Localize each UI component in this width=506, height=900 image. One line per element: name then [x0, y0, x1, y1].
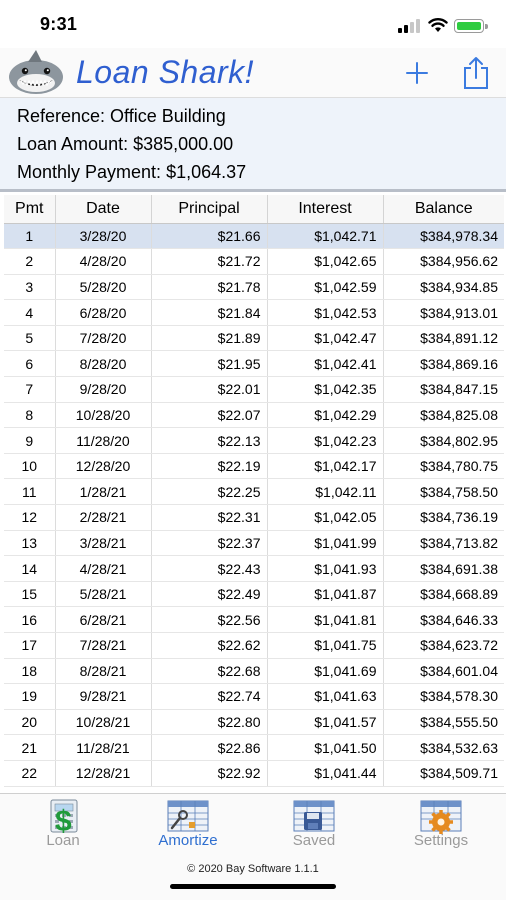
principal-cell: $22.62 [151, 633, 267, 659]
column-header-date: Date [55, 195, 151, 223]
interest-cell: $1,041.50 [267, 735, 383, 761]
balance-cell: $384,802.95 [383, 428, 504, 454]
date-cell: 3/28/20 [55, 223, 151, 249]
pmt-cell: 21 [4, 735, 55, 761]
date-cell: 7/28/20 [55, 325, 151, 351]
table-row[interactable] [4, 607, 504, 633]
interest-cell: $1,042.11 [267, 479, 383, 505]
battery-icon [454, 19, 484, 33]
table-row[interactable] [4, 658, 504, 684]
table-row[interactable] [4, 402, 504, 428]
tab-settings[interactable] [396, 798, 486, 854]
principal-cell: $21.84 [151, 300, 267, 326]
balance-cell: $384,780.75 [383, 453, 504, 479]
date-cell: 8/28/20 [55, 351, 151, 377]
balance-cell: $384,825.08 [383, 402, 504, 428]
tab-settings-label: Settings [413, 832, 469, 849]
balance-cell: $384,847.15 [383, 377, 504, 403]
date-cell: 4/28/20 [55, 249, 151, 275]
principal-cell: $22.01 [151, 377, 267, 403]
pmt-cell: 19 [4, 684, 55, 710]
date-cell: 8/28/21 [55, 658, 151, 684]
tab-amortize-label: Amortize [158, 832, 218, 849]
pmt-cell: 5 [4, 325, 55, 351]
cellular-signal-icon [398, 19, 420, 33]
pmt-cell: 14 [4, 556, 55, 582]
tab-saved[interactable] [269, 798, 359, 854]
balance-cell: $384,578.30 [383, 684, 504, 710]
tab-saved-label: Saved [292, 832, 336, 849]
pmt-cell: 18 [4, 658, 55, 684]
principal-cell: $22.07 [151, 402, 267, 428]
plus-icon[interactable] [402, 58, 432, 88]
balance-cell: $384,555.50 [383, 709, 504, 735]
interest-cell: $1,041.81 [267, 607, 383, 633]
date-cell: 11/28/20 [55, 428, 151, 454]
balance-cell: $384,713.82 [383, 530, 504, 556]
monthly-payment-label: Monthly Payment: $1,064.37 [17, 162, 247, 182]
date-cell: 9/28/21 [55, 684, 151, 710]
column-header-interest: Interest [267, 195, 383, 223]
interest-cell: $1,041.93 [267, 556, 383, 582]
principal-cell: $21.72 [151, 249, 267, 275]
interest-cell: $1,041.63 [267, 684, 383, 710]
pmt-cell: 7 [4, 377, 55, 403]
date-cell: 5/28/21 [55, 581, 151, 607]
balance-cell: $384,758.50 [383, 479, 504, 505]
pmt-cell: 22 [4, 760, 55, 786]
table-row[interactable] [4, 351, 504, 377]
table-row[interactable] [4, 684, 504, 710]
home-indicator[interactable] [170, 884, 336, 889]
principal-cell: $22.31 [151, 505, 267, 531]
share-icon[interactable] [460, 56, 492, 90]
interest-cell: $1,042.53 [267, 300, 383, 326]
interest-cell: $1,042.71 [267, 223, 383, 249]
date-cell: 9/28/20 [55, 377, 151, 403]
table-row[interactable] [4, 223, 504, 249]
balance-cell: $384,691.38 [383, 556, 504, 582]
pmt-cell: 6 [4, 351, 55, 377]
pmt-cell: 16 [4, 607, 55, 633]
balance-cell: $384,891.12 [383, 325, 504, 351]
pmt-cell: 15 [4, 581, 55, 607]
table-row[interactable] [4, 735, 504, 761]
pmt-cell: 3 [4, 274, 55, 300]
pmt-cell: 1 [4, 223, 55, 249]
balance-cell: $384,646.33 [383, 607, 504, 633]
pmt-cell: 9 [4, 428, 55, 454]
date-cell: 10/28/20 [55, 402, 151, 428]
interest-cell: $1,042.35 [267, 377, 383, 403]
interest-cell: $1,041.44 [267, 760, 383, 786]
date-cell: 5/28/20 [55, 274, 151, 300]
tab-bar [0, 793, 506, 853]
principal-cell: $22.25 [151, 479, 267, 505]
principal-cell: $22.19 [151, 453, 267, 479]
date-cell: 12/28/20 [55, 453, 151, 479]
table-row[interactable] [4, 377, 504, 403]
amortize-table-icon [165, 798, 211, 834]
table-row[interactable] [4, 530, 504, 556]
column-header-principal: Principal [151, 195, 267, 223]
interest-cell: $1,041.69 [267, 658, 383, 684]
balance-cell: $384,736.19 [383, 505, 504, 531]
date-cell: 11/28/21 [55, 735, 151, 761]
balance-cell: $384,668.89 [383, 581, 504, 607]
interest-cell: $1,042.17 [267, 453, 383, 479]
status-time: 9:31 [40, 14, 78, 34]
table-row[interactable] [4, 581, 504, 607]
svg-text:$: $ [55, 805, 72, 834]
pmt-cell: 17 [4, 633, 55, 659]
balance-cell: $384,934.85 [383, 274, 504, 300]
date-cell: 2/28/21 [55, 505, 151, 531]
reference-label: Reference: Office Building [17, 106, 226, 126]
table-row[interactable] [4, 505, 504, 531]
date-cell: 10/28/21 [55, 709, 151, 735]
app-title: Loan Shark! [76, 54, 255, 90]
principal-cell: $22.86 [151, 735, 267, 761]
settings-gear-icon [418, 798, 464, 834]
table-row[interactable] [4, 274, 504, 300]
shark-icon [6, 50, 66, 96]
interest-cell: $1,041.57 [267, 709, 383, 735]
table-row[interactable] [4, 760, 504, 786]
wifi-icon [428, 17, 448, 33]
interest-cell: $1,042.47 [267, 325, 383, 351]
pmt-cell: 20 [4, 709, 55, 735]
loan-info-panel [0, 98, 506, 192]
date-cell: 4/28/21 [55, 556, 151, 582]
principal-cell: $22.43 [151, 556, 267, 582]
interest-cell: $1,041.99 [267, 530, 383, 556]
table-row[interactable] [4, 633, 504, 659]
saved-disk-icon [291, 798, 337, 834]
date-cell: 1/28/21 [55, 479, 151, 505]
date-cell: 6/28/21 [55, 607, 151, 633]
column-header-pmt: Pmt [4, 195, 55, 223]
principal-cell: $21.89 [151, 325, 267, 351]
principal-cell: $22.37 [151, 530, 267, 556]
interest-cell: $1,042.05 [267, 505, 383, 531]
tab-loan-label: Loan [46, 832, 80, 849]
principal-cell: $22.68 [151, 658, 267, 684]
interest-cell: $1,041.87 [267, 581, 383, 607]
column-header-balance: Balance [383, 195, 504, 223]
balance-cell: $384,978.34 [383, 223, 504, 249]
tab-loan[interactable] [18, 798, 108, 854]
status-bar [0, 0, 506, 48]
date-cell: 6/28/20 [55, 300, 151, 326]
date-cell: 3/28/21 [55, 530, 151, 556]
pmt-cell: 12 [4, 505, 55, 531]
principal-cell: $21.95 [151, 351, 267, 377]
interest-cell: $1,042.65 [267, 249, 383, 275]
interest-cell: $1,042.23 [267, 428, 383, 454]
table-row[interactable] [4, 709, 504, 735]
pmt-cell: 8 [4, 402, 55, 428]
pmt-cell: 2 [4, 249, 55, 275]
principal-cell: $22.49 [151, 581, 267, 607]
principal-cell: $21.78 [151, 274, 267, 300]
table-row[interactable] [4, 325, 504, 351]
table-row[interactable] [4, 249, 504, 275]
principal-cell: $22.13 [151, 428, 267, 454]
balance-cell: $384,869.16 [383, 351, 504, 377]
table-row[interactable] [4, 428, 504, 454]
balance-cell: $384,623.72 [383, 633, 504, 659]
pmt-cell: 11 [4, 479, 55, 505]
principal-cell: $22.80 [151, 709, 267, 735]
table-row[interactable] [4, 479, 504, 505]
principal-cell: $21.66 [151, 223, 267, 249]
pmt-cell: 10 [4, 453, 55, 479]
balance-cell: $384,956.62 [383, 249, 504, 275]
table-row[interactable] [4, 556, 504, 582]
pmt-cell: 4 [4, 300, 55, 326]
table-row[interactable] [4, 300, 504, 326]
loan-calculator-icon [41, 798, 85, 834]
tab-amortize[interactable] [143, 798, 233, 854]
balance-cell: $384,509.71 [383, 760, 504, 786]
principal-cell: $22.92 [151, 760, 267, 786]
table-row[interactable] [4, 453, 504, 479]
balance-cell: $384,913.01 [383, 300, 504, 326]
date-cell: 12/28/21 [55, 760, 151, 786]
date-cell: 7/28/21 [55, 633, 151, 659]
principal-cell: $22.56 [151, 607, 267, 633]
copyright-text: © 2020 Bay Software 1.1.1 [187, 863, 319, 875]
footer [0, 853, 506, 900]
amortization-table[interactable] [4, 195, 504, 791]
balance-cell: $384,601.04 [383, 658, 504, 684]
balance-cell: $384,532.63 [383, 735, 504, 761]
app-header [0, 48, 506, 98]
interest-cell: $1,042.29 [267, 402, 383, 428]
pmt-cell: 13 [4, 530, 55, 556]
table-header-row [4, 195, 504, 223]
interest-cell: $1,042.59 [267, 274, 383, 300]
interest-cell: $1,041.75 [267, 633, 383, 659]
loan-amount-label: Loan Amount: $385,000.00 [17, 134, 234, 154]
principal-cell: $22.74 [151, 684, 267, 710]
interest-cell: $1,042.41 [267, 351, 383, 377]
